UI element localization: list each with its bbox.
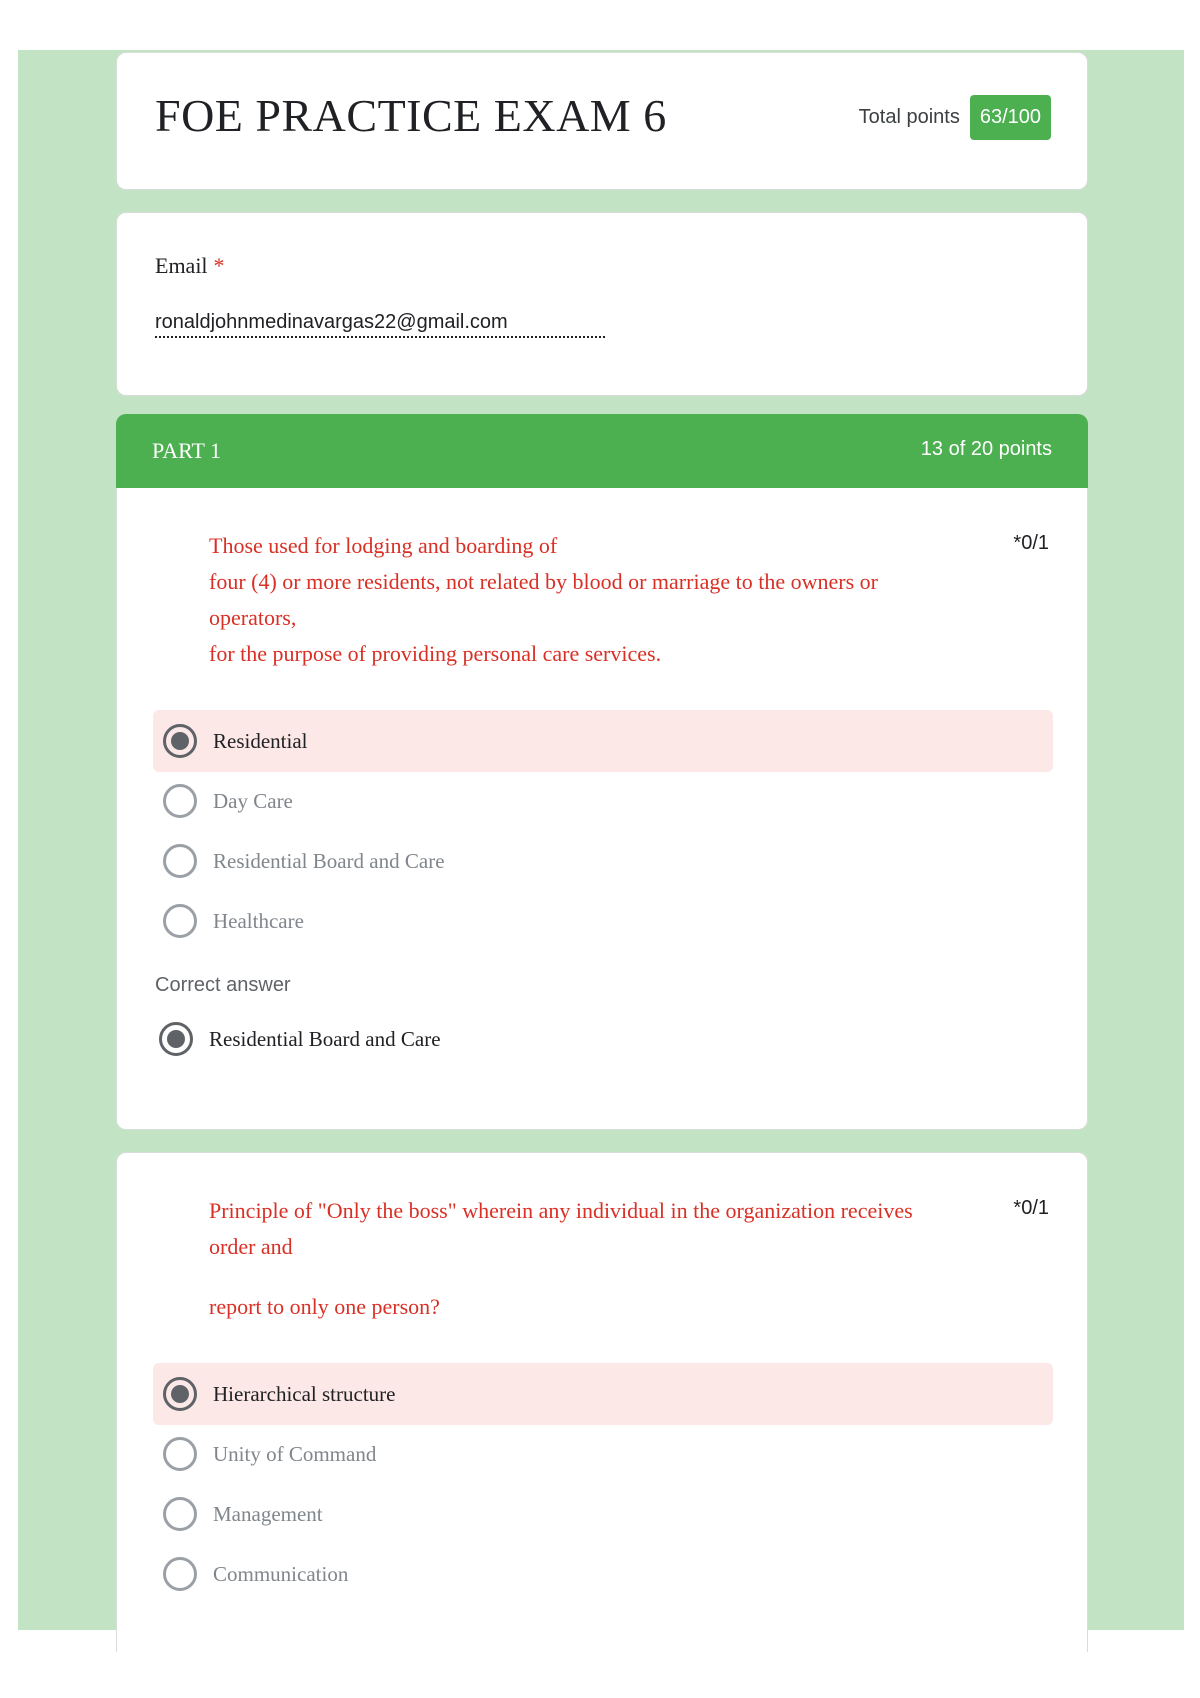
option-residential-board-and-care[interactable]: [153, 830, 1053, 892]
title-card: [116, 52, 1088, 190]
option-label: Management: [213, 1501, 323, 1526]
correct-answer-label: Residential Board and Care: [209, 1026, 441, 1051]
option-unity-of-command[interactable]: [153, 1423, 1053, 1485]
option-residential[interactable]: [153, 710, 1053, 772]
question-text: [209, 1193, 979, 1325]
option-healthcare[interactable]: [153, 890, 1053, 952]
radio-unchecked-icon[interactable]: [163, 784, 197, 818]
correct-answer-heading: Correct answer: [155, 974, 291, 996]
correct-answer-option: [149, 1008, 1049, 1070]
option-management[interactable]: [153, 1483, 1053, 1545]
total-points: [859, 95, 1051, 140]
email-card: [116, 212, 1088, 396]
question-line: report to only one person?: [209, 1294, 440, 1319]
radio-checked-icon[interactable]: [163, 724, 197, 758]
radio-checked-icon[interactable]: [163, 1377, 197, 1411]
total-points-badge: 63/100: [970, 95, 1051, 140]
section-points: 13 of 20 points: [920, 438, 1052, 460]
required-mark: *: [213, 253, 225, 278]
radio-unchecked-icon[interactable]: [163, 844, 197, 878]
option-label: Residential: [213, 728, 308, 753]
question-line: Principle of "Only the boss" wherein any individual in the organization receives: [209, 1198, 913, 1223]
question-score: *0/1: [1013, 532, 1049, 554]
total-points-label: Total points: [858, 106, 960, 128]
option-label: Communication: [213, 1561, 349, 1586]
question-line: order and: [209, 1234, 293, 1259]
option-label: Healthcare: [213, 908, 304, 933]
radio-checked-icon: [159, 1022, 193, 1056]
question-line: for the purpose of providing personal care services.: [209, 641, 662, 666]
question-line: Those used for lodging and boarding of: [209, 533, 558, 558]
option-communication[interactable]: [153, 1543, 1053, 1605]
question-card-2: [116, 1152, 1088, 1652]
radio-unchecked-icon[interactable]: [163, 904, 197, 938]
exam-title: FOE PRACTICE EXAM 6: [155, 90, 667, 141]
option-label: Unity of Command: [213, 1441, 377, 1466]
radio-unchecked-icon[interactable]: [163, 1497, 197, 1531]
email-label-text: Email: [155, 253, 208, 278]
question-score: *0/1: [1013, 1197, 1049, 1219]
option-hierarchical-structure[interactable]: [153, 1363, 1053, 1425]
question-text: [209, 528, 979, 672]
radio-unchecked-icon[interactable]: [163, 1437, 197, 1471]
section-header: [116, 414, 1088, 488]
email-value: ronaldjohnmedinavargas22@gmail.com: [155, 311, 605, 338]
question-line: operators,: [209, 605, 297, 630]
option-label: Hierarchical structure: [213, 1381, 396, 1406]
section-title: PART 1: [152, 438, 221, 463]
option-label: Residential Board and Care: [213, 848, 445, 873]
radio-unchecked-icon[interactable]: [163, 1557, 197, 1591]
question-line: four (4) or more residents, not related by blood or marriage to the owners or: [209, 569, 878, 594]
option-label: Day Care: [213, 788, 293, 813]
option-day-care[interactable]: [153, 770, 1053, 832]
email-label: [155, 253, 225, 279]
question-card-1: [116, 488, 1088, 1130]
